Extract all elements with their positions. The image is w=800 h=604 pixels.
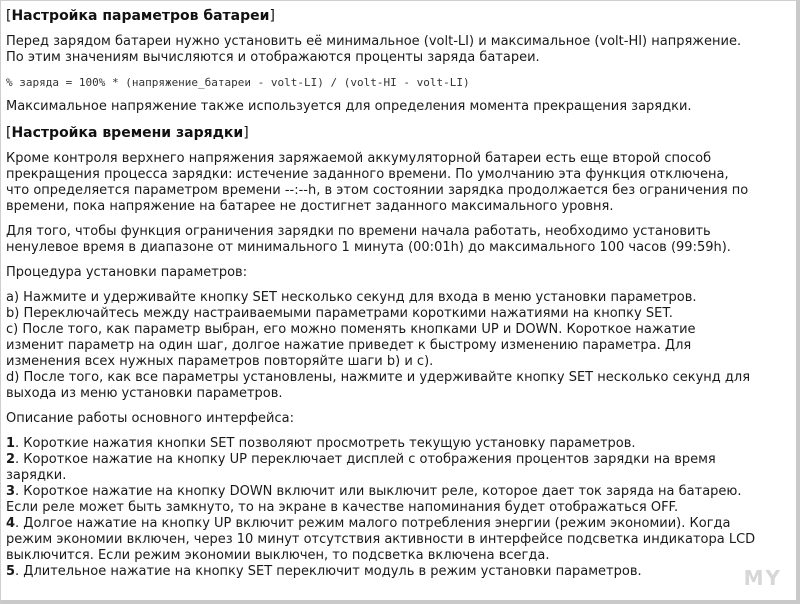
interface-item-3 <box>6 484 791 516</box>
section-heading-charge-time: [Настройка времени зарядки] <box>6 125 249 141</box>
text-line <box>6 564 791 580</box>
item-text: . Короткое нажатие на кнопку DOWN включит или выключит реле, которое дает ток заряда на батарею. <box>15 484 742 499</box>
step-item <box>6 322 791 370</box>
text-line: выхода из меню установки параметров. <box>6 386 283 401</box>
text-line <box>6 436 791 452</box>
document-body <box>6 3 791 580</box>
text-line: изменит параметр на один шаг, долгое нажатие приведет к быстрому изменению параметра. Для <box>6 338 692 353</box>
step-item <box>6 290 791 306</box>
watermark-logo: MY <box>743 566 782 590</box>
text-line: Максимальное напряжение также используется для определения момента прекращения зарядки. <box>6 99 692 114</box>
time-limit-paragraph <box>6 224 791 256</box>
interface-item-4 <box>6 516 791 564</box>
section-heading-battery: [Настройка параметров батареи] <box>6 8 275 24</box>
section-heading-charge-time-text: Настройка времени зарядки <box>11 125 244 141</box>
item-number: 3 <box>6 484 16 499</box>
step-item <box>6 306 791 322</box>
text-line: c) После того, как параметр выбран, его можно поменять кнопками UP и DOWN. Короткое нажатие <box>6 322 696 337</box>
item-number: 5 <box>6 564 16 579</box>
item-number: 2 <box>6 452 16 467</box>
interface-title <box>6 411 791 427</box>
battery-intro-paragraph <box>6 34 791 66</box>
interface-item-5 <box>6 564 791 580</box>
text-line <box>6 516 791 532</box>
step-item <box>6 370 791 402</box>
interface-item-1 <box>6 436 791 452</box>
text-line: Процедура установки параметров: <box>6 265 248 280</box>
text-line: Если реле может быть замкнуто, то на экране в качестве напоминания будет отображаться OFF. <box>6 500 679 515</box>
text-line: b) Переключайтесь между настраиваемыми параметрами короткими нажатиями на кнопку SET. <box>6 306 673 321</box>
text-line: выключится. Если режим экономии выключен, то подсветка включена всегда. <box>6 548 550 563</box>
text-line <box>6 452 791 468</box>
text-line: зарядки. <box>6 468 67 483</box>
text-line: что определяется параметром времени --:--h, в этом состоянии зарядка продолжается без ограничения по <box>6 183 749 198</box>
text-line: времени, пока напряжение на батарее не достигнет заданного максимального уровня. <box>6 199 614 214</box>
text-line: Описание работы основного интерфейса: <box>6 411 294 426</box>
section-heading-battery-text: Настройка параметров батареи <box>11 8 270 24</box>
max-voltage-paragraph <box>6 99 791 115</box>
text-line <box>6 484 791 500</box>
text-line: Перед зарядом батареи нужно установить её минимальное (volt-LI) и максимальное (volt-HI) напряжение. <box>6 34 742 49</box>
item-text: . Долгое нажатие на кнопку UP включит режим малого потребления энергии (режим экономии). Когда <box>15 516 731 531</box>
item-number: 1 <box>6 436 16 451</box>
text-line: прекращения процесса зарядки: истечение заданного времени. По умолчанию эта функция отключена, <box>6 167 729 182</box>
text-line: По этим значениям вычисляются и отображаются проценты заряда батареи. <box>6 50 540 65</box>
procedure-title <box>6 265 791 281</box>
item-text: . Короткое нажатие на кнопку UP переключает дисплей с отображения процентов зарядки на время <box>15 452 716 467</box>
item-text: . Длительное нажатие на кнопку SET переключит модуль в режим установки параметров. <box>15 564 642 579</box>
item-number: 4 <box>6 516 16 531</box>
interface-item-2 <box>6 452 791 484</box>
text-line: d) После того, как все параметры установлены, нажмите и удерживайте кнопку SET несколько секунд для <box>6 370 751 385</box>
procedure-steps <box>6 290 791 402</box>
text-line: a) Нажмите и удерживайте кнопку SET несколько секунд для входа в меню установки параметров. <box>6 290 697 305</box>
item-text: . Короткие нажатия кнопки SET позволяют просмотреть текущую установку параметров. <box>15 436 636 451</box>
charge-formula: % заряда = 100% * (напряжение_батареи - volt-LI) / (volt-HI - volt-LI) <box>6 76 470 89</box>
interface-items <box>6 436 791 580</box>
charge-time-intro-paragraph <box>6 151 791 215</box>
text-line: Кроме контроля верхнего напряжения заряжаемой аккумуляторной батареи есть еще второй способ <box>6 151 712 166</box>
text-line: изменения всех нужных параметров повторяйте шаги b) и c). <box>6 354 434 369</box>
text-line: ненулевое время в диапазоне от минимального 1 минута (00:01h) до максимального 100 часов (99:59h). <box>6 240 731 255</box>
text-line: Для того, чтобы функция ограничения зарядки по времени начала работать, необходимо установить <box>6 224 711 239</box>
text-line: режим экономии включен, через 10 минут отсутствия активности в интерфейсе подсветка индикатора LCD <box>6 532 756 547</box>
